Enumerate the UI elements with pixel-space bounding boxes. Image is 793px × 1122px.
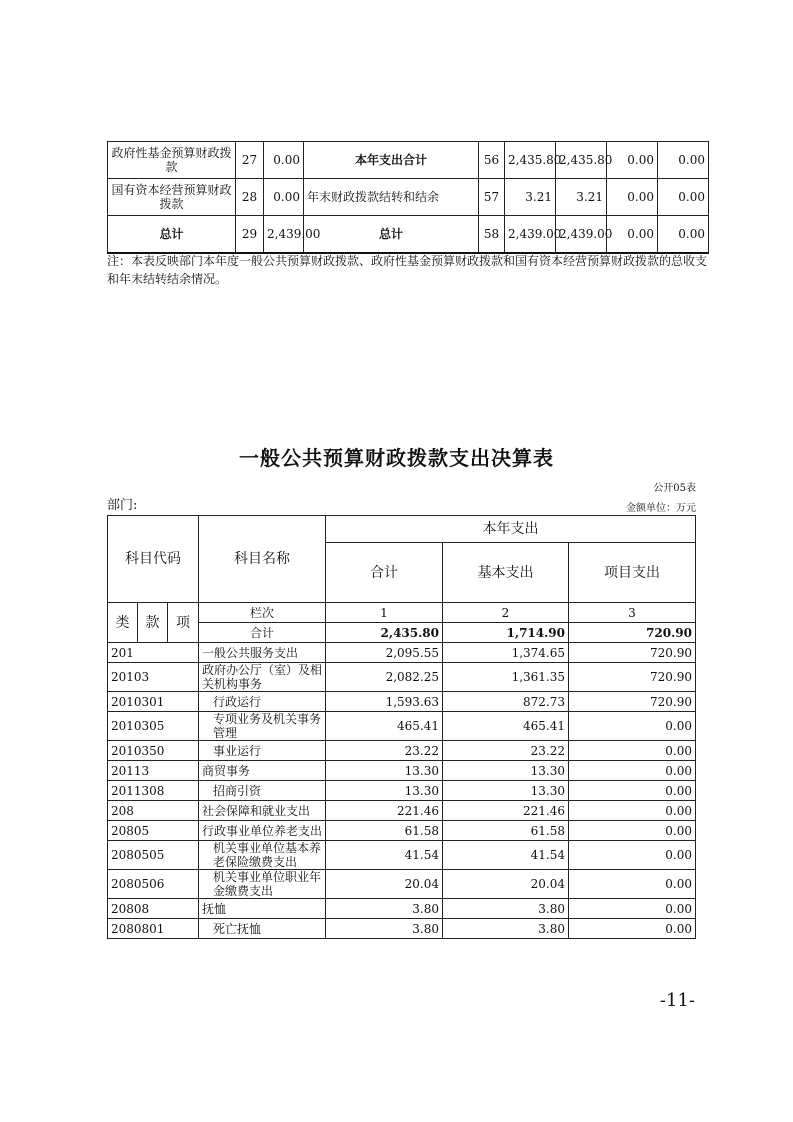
row-name: 事业运行: [199, 741, 326, 761]
summary-line: 29: [236, 216, 264, 254]
summary-col-4: 0.00: [658, 142, 709, 179]
row-project: 0.00: [569, 801, 696, 821]
header-kuan: 款: [138, 603, 168, 643]
table-row: [108, 712, 696, 741]
summary-col-2: 2,435.80: [556, 142, 607, 179]
row-basic: 465.41: [443, 712, 569, 741]
summary-item: 年末财政拨款结转和结余: [304, 179, 479, 216]
header-lei: 类: [108, 603, 138, 643]
table-row: [108, 741, 696, 761]
row-name: 政府办公厅（室）及相关机构事务: [199, 663, 326, 692]
summary-col-4: 0.00: [658, 179, 709, 216]
column-number-3: 3: [569, 603, 696, 623]
header-code: 科目代码: [108, 516, 199, 603]
summary-col-3: 0.00: [607, 216, 658, 254]
header-basic: 基本支出: [443, 543, 569, 603]
summary-col-1: 2,435.80: [505, 142, 556, 179]
row-project: 0.00: [569, 741, 696, 761]
row-total: 2,082.25: [326, 663, 443, 692]
header-total: 合计: [326, 543, 443, 603]
row-basic: 221.46: [443, 801, 569, 821]
header-xiang: 项: [168, 603, 199, 643]
row-total: 3.80: [326, 899, 443, 919]
row-project: 0.00: [569, 870, 696, 899]
total-row-project: 720.90: [569, 623, 696, 643]
expenditure-table: [107, 515, 696, 939]
summary-label: 国有资本经营预算财政拨款: [108, 179, 236, 216]
table-row: [108, 919, 696, 939]
summary-row: [108, 142, 709, 179]
table-row: [108, 692, 696, 712]
row-basic: 1,361.35: [443, 663, 569, 692]
row-project: 0.00: [569, 821, 696, 841]
row-code: 20808: [108, 899, 199, 919]
summary-col-3: 0.00: [607, 179, 658, 216]
row-code: 208: [108, 801, 199, 821]
row-code: 2010305: [108, 712, 199, 741]
table-row: [108, 899, 696, 919]
row-code: 2080506: [108, 870, 199, 899]
table-row: [108, 841, 696, 870]
form-number: 公开05表: [653, 483, 696, 494]
row-project: 0.00: [569, 712, 696, 741]
summary-line-2: 56: [479, 142, 505, 179]
summary-label: 政府性基金预算财政拨款: [108, 142, 236, 179]
row-basic: 13.30: [443, 761, 569, 781]
row-basic: 61.58: [443, 821, 569, 841]
row-name: 专项业务及机关事务管理: [199, 712, 326, 741]
row-project: 720.90: [569, 663, 696, 692]
table-row: [108, 870, 696, 899]
summary-line: 28: [236, 179, 264, 216]
column-number-1: 1: [326, 603, 443, 623]
summary-table: [107, 141, 709, 254]
row-total: 465.41: [326, 712, 443, 741]
row-code: 20103: [108, 663, 199, 692]
row-total: 13.30: [326, 761, 443, 781]
row-name: 死亡抚恤: [199, 919, 326, 939]
page-title: 一般公共预算财政拨款支出决算表: [239, 446, 554, 470]
header-this-year: 本年支出: [326, 516, 696, 543]
row-code: 2080801: [108, 919, 199, 939]
row-basic: 3.80: [443, 919, 569, 939]
row-project: 0.00: [569, 761, 696, 781]
summary-col-2: 3.21: [556, 179, 607, 216]
row-project: 0.00: [569, 781, 696, 801]
row-basic: 41.54: [443, 841, 569, 870]
row-basic: 13.30: [443, 781, 569, 801]
summary-amount: 0.00: [264, 179, 304, 216]
row-basic: 1,374.65: [443, 643, 569, 663]
row-total: 13.30: [326, 781, 443, 801]
row-total: 3.80: [326, 919, 443, 939]
row-name: 一般公共服务支出: [199, 643, 326, 663]
row-total: 1,593.63: [326, 692, 443, 712]
summary-label: 总计: [108, 216, 236, 254]
row-total: 23.22: [326, 741, 443, 761]
row-project: 720.90: [569, 692, 696, 712]
row-code: 2010301: [108, 692, 199, 712]
table-row: [108, 801, 696, 821]
row-name: 商贸事务: [199, 761, 326, 781]
row-code: 2010350: [108, 741, 199, 761]
summary-col-1: 2,439.00: [505, 216, 556, 254]
table-row: [108, 781, 696, 801]
page-number: -11-: [659, 990, 695, 1011]
table-row: [108, 821, 696, 841]
table-row: [108, 643, 696, 663]
table-note: 注：本表反映部门本年度一般公共预算财政拨款、政府性基金预算财政拨款和国有资本经营预算财政拨款的总收支和年末结转结余情况。: [107, 254, 708, 286]
summary-line-2: 57: [479, 179, 505, 216]
summary-col-1: 3.21: [505, 179, 556, 216]
summary-item: 总计: [304, 216, 479, 254]
row-name: 抚恤: [199, 899, 326, 919]
summary-row: [108, 216, 709, 254]
row-code: 2080505: [108, 841, 199, 870]
row-code: 20113: [108, 761, 199, 781]
row-basic: 872.73: [443, 692, 569, 712]
column-label: 栏次: [199, 603, 326, 623]
summary-amount: 2,439.00: [264, 216, 304, 254]
row-name: 行政事业单位养老支出: [199, 821, 326, 841]
row-project: 0.00: [569, 899, 696, 919]
row-name: 机关事业单位职业年金缴费支出: [199, 870, 326, 899]
total-row-basic: 1,714.90: [443, 623, 569, 643]
row-project: 0.00: [569, 919, 696, 939]
row-basic: 23.22: [443, 741, 569, 761]
row-total: 20.04: [326, 870, 443, 899]
row-code: 201: [108, 643, 199, 663]
total-row-label: 合计: [199, 623, 326, 643]
summary-col-4: 0.00: [658, 216, 709, 254]
department-label: 部门:: [107, 498, 138, 513]
summary-col-3: 0.00: [607, 142, 658, 179]
row-project: 0.00: [569, 841, 696, 870]
row-project: 720.90: [569, 643, 696, 663]
summary-amount: 0.00: [264, 142, 304, 179]
table-row: [108, 663, 696, 692]
row-total: 41.54: [326, 841, 443, 870]
row-code: 20805: [108, 821, 199, 841]
row-name: 社会保障和就业支出: [199, 801, 326, 821]
summary-item: 本年支出合计: [304, 142, 479, 179]
summary-line: 27: [236, 142, 264, 179]
row-total: 61.58: [326, 821, 443, 841]
row-total: 2,095.55: [326, 643, 443, 663]
header-project: 项目支出: [569, 543, 696, 603]
row-name: 招商引资: [199, 781, 326, 801]
row-name: 机关事业单位基本养老保险缴费支出: [199, 841, 326, 870]
row-name: 行政运行: [199, 692, 326, 712]
header-name: 科目名称: [199, 516, 326, 603]
row-basic: 20.04: [443, 870, 569, 899]
table-row: [108, 761, 696, 781]
total-row-total: 2,435.80: [326, 623, 443, 643]
row-basic: 3.80: [443, 899, 569, 919]
summary-col-2: 2,439.00: [556, 216, 607, 254]
summary-line-2: 58: [479, 216, 505, 254]
unit-label: 金额单位：万元: [626, 503, 696, 514]
row-total: 221.46: [326, 801, 443, 821]
summary-row: [108, 179, 709, 216]
column-number-2: 2: [443, 603, 569, 623]
row-code: 2011308: [108, 781, 199, 801]
